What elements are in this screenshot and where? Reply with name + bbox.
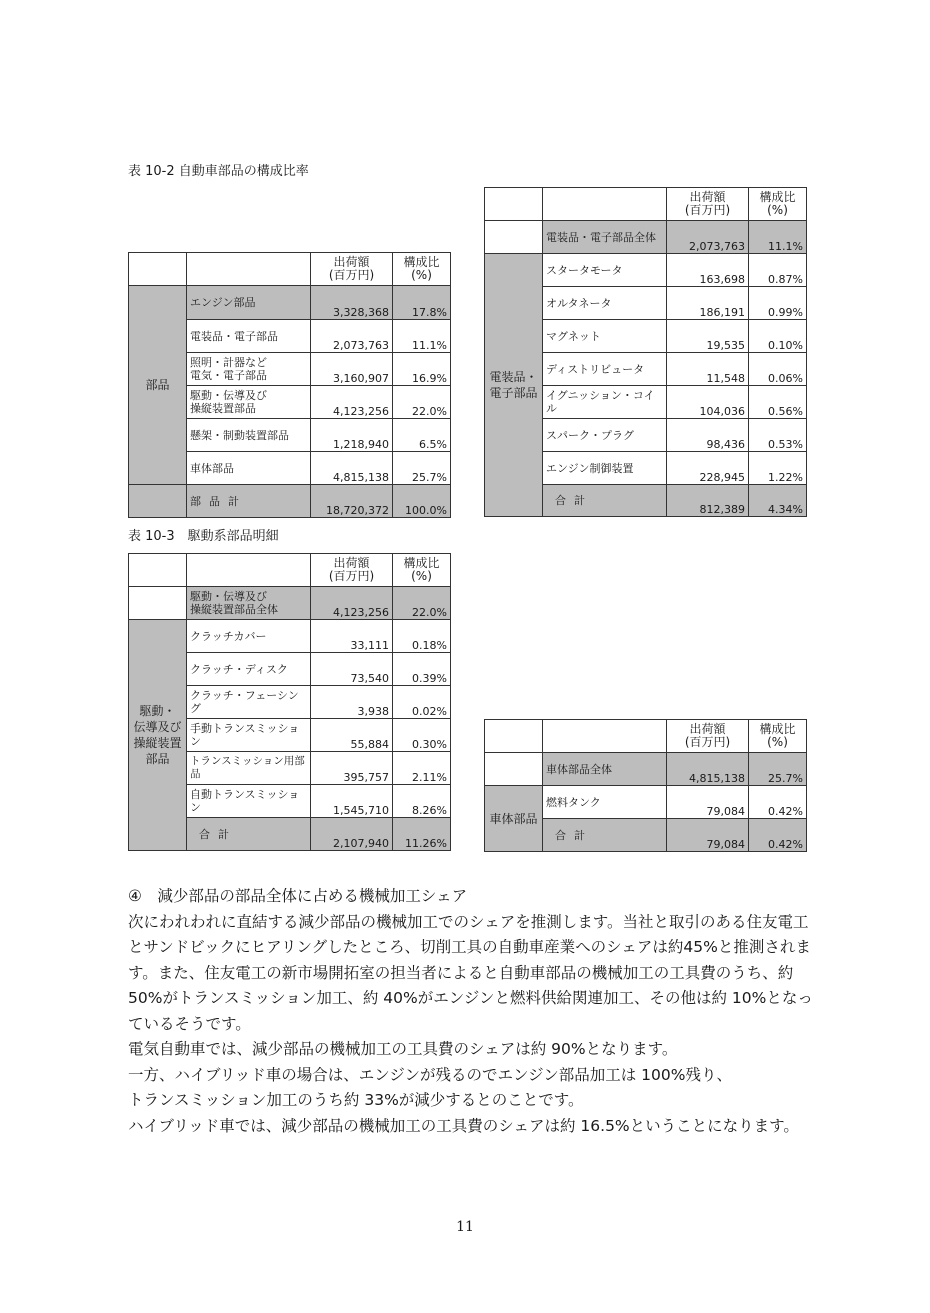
row-label: 電装品・電子部品 — [187, 320, 311, 353]
row-amount: 2,073,763 — [311, 320, 393, 353]
corner-cell — [485, 188, 543, 221]
corner-cell — [485, 720, 543, 753]
row-ratio: 6.5% — [393, 419, 451, 452]
row-ratio: 0.30% — [393, 719, 451, 752]
row-amount: 79,084 — [667, 786, 749, 819]
parts-composition-table — [128, 252, 451, 518]
row-ratio: 25.7% — [393, 452, 451, 485]
row-label: エンジン部品 — [187, 286, 311, 320]
whole-group-cell — [485, 221, 543, 254]
row-amount: 163,698 — [667, 254, 749, 287]
row-ratio: 8.26% — [393, 785, 451, 818]
row-label: 燃料タンク — [543, 786, 667, 819]
row-amount: 3,328,368 — [311, 286, 393, 320]
ratio-header: 構成比 (%) — [749, 188, 807, 221]
body-group-label: 車体部品 — [485, 786, 543, 852]
paragraph: 次にわれわれに直結する減少部品の機械加工でのシェアを推測します。当社と取引のある住友電工とサンドビックにヒアリングしたところ、切削工具の自動車産業へのシェアは約45%と推測されます。また、住友電工の新市場開拓室の担当者によると自動車部品の機械加工の工具費のうち、約 50%がトランスミッション加工、約 40%がエンジンと燃料供給関連加工、その他は約 10%となっているそうです。 — [128, 912, 813, 1033]
total-ratio: 0.42% — [749, 819, 807, 852]
whole-amount: 4,815,138 — [667, 753, 749, 786]
total-group-cell — [129, 485, 187, 518]
corner-cell — [187, 554, 311, 587]
whole-amount: 2,073,763 — [667, 221, 749, 254]
row-ratio: 22.0% — [393, 386, 451, 419]
row-ratio: 0.39% — [393, 653, 451, 686]
amount-header: 出荷額 (百万円) — [667, 188, 749, 221]
row-amount: 73,540 — [311, 653, 393, 686]
row-label: 手動トランスミッション — [187, 719, 311, 752]
row-label: 車体部品 — [187, 452, 311, 485]
row-ratio: 17.8% — [393, 286, 451, 320]
drive-parts-table — [128, 553, 451, 851]
whole-ratio: 11.1% — [749, 221, 807, 254]
row-ratio: 11.1% — [393, 320, 451, 353]
total-ratio: 100.0% — [393, 485, 451, 518]
total-ratio: 11.26% — [393, 818, 451, 851]
row-amount: 186,191 — [667, 287, 749, 320]
amount-header: 出荷額 (百万円) — [311, 554, 393, 587]
body-parts-table — [484, 719, 807, 852]
corner-cell — [543, 720, 667, 753]
row-amount: 55,884 — [311, 719, 393, 752]
row-amount: 3,160,907 — [311, 353, 393, 386]
whole-ratio: 25.7% — [749, 753, 807, 786]
total-label: 合計 — [543, 819, 667, 852]
row-ratio: 0.18% — [393, 620, 451, 653]
whole-amount: 4,123,256 — [311, 587, 393, 620]
row-ratio: 0.53% — [749, 419, 807, 452]
table-10-3-caption: 表 10-3 駆動系部品明細 — [128, 529, 279, 544]
row-label: マグネット — [543, 320, 667, 353]
row-ratio: 1.22% — [749, 452, 807, 485]
row-ratio: 16.9% — [393, 353, 451, 386]
row-label: クラッチカバー — [187, 620, 311, 653]
row-amount: 4,123,256 — [311, 386, 393, 419]
row-ratio: 0.87% — [749, 254, 807, 287]
row-label: クラッチ・フェーシング — [187, 686, 311, 719]
row-label: 駆動・伝導及び 操縦装置部品 — [187, 386, 311, 419]
total-amount: 812,389 — [667, 485, 749, 517]
row-label: スタータモータ — [543, 254, 667, 287]
row-amount: 104,036 — [667, 386, 749, 419]
row-amount: 98,436 — [667, 419, 749, 452]
whole-label: 車体部品全体 — [543, 753, 667, 786]
paragraph: 一方、ハイブリッド車の場合は、エンジンが残るのでエンジン部品加工は 100%残り、 — [128, 1065, 732, 1084]
ratio-header: 構成比 (%) — [393, 554, 451, 587]
total-amount: 18,720,372 — [311, 485, 393, 518]
row-label: ディストリビュータ — [543, 353, 667, 386]
amount-header: 出荷額 (百万円) — [667, 720, 749, 753]
row-ratio: 2.11% — [393, 752, 451, 785]
row-label: 自動トランスミッション — [187, 785, 311, 818]
ratio-header: 構成比 (%) — [393, 253, 451, 286]
paragraph: トランスミッション加工のうち約 33%が減少するとのことです。 — [128, 1091, 584, 1109]
row-amount: 3,938 — [311, 686, 393, 719]
row-amount: 33,111 — [311, 620, 393, 653]
paragraph: 電気自動車では、減少部品の機械加工の工具費のシェアは約 90%となります。 — [128, 1040, 678, 1058]
corner-cell — [129, 554, 187, 587]
page-number: 11 — [456, 1219, 474, 1235]
row-label: クラッチ・ディスク — [187, 653, 311, 686]
row-amount: 228,945 — [667, 452, 749, 485]
corner-cell — [129, 253, 187, 286]
row-amount: 11,548 — [667, 353, 749, 386]
table-10-2-caption: 表 10-2 自動車部品の構成比率 — [128, 164, 309, 179]
ratio-header: 構成比 (%) — [749, 720, 807, 753]
parts-group-label: 部品 — [129, 286, 187, 485]
electrical-parts-table — [484, 187, 807, 517]
row-label: エンジン制御装置 — [543, 452, 667, 485]
row-amount: 1,545,710 — [311, 785, 393, 818]
row-ratio: 0.56% — [749, 386, 807, 419]
paragraph: ハイブリッド車では、減少部品の機械加工の工具費のシェアは約 16.5%ということになります。 — [128, 1116, 799, 1135]
whole-ratio: 22.0% — [393, 587, 451, 620]
row-amount: 1,218,940 — [311, 419, 393, 452]
row-label: オルタネータ — [543, 287, 667, 320]
row-label: 懸架・制動装置部品 — [187, 419, 311, 452]
section-heading: ④ 減少部品の部品全体に占める機械加工シェア — [128, 887, 468, 905]
row-ratio: 0.02% — [393, 686, 451, 719]
total-label: 合計 — [543, 485, 667, 517]
amount-header: 出荷額 (百万円) — [311, 253, 393, 286]
row-label: イグニッション・コイル — [543, 386, 667, 419]
corner-cell — [187, 253, 311, 286]
row-label: トランスミッション用部品 — [187, 752, 311, 785]
whole-group-cell — [129, 587, 187, 620]
row-ratio: 0.06% — [749, 353, 807, 386]
whole-label: 電装品・電子部品全体 — [543, 221, 667, 254]
whole-label: 駆動・伝導及び 操縦装置部品全体 — [187, 587, 311, 620]
section-text — [128, 884, 818, 1139]
row-amount: 395,757 — [311, 752, 393, 785]
drive-group-label: 駆動・ 伝導及び 操縦装置 部品 — [129, 620, 187, 851]
electrical-group-label: 電装品・ 電子部品 — [485, 254, 543, 517]
total-ratio: 4.34% — [749, 485, 807, 517]
total-label: 部品計 — [187, 485, 311, 518]
total-amount: 2,107,940 — [311, 818, 393, 851]
row-label: スパーク・プラグ — [543, 419, 667, 452]
corner-cell — [543, 188, 667, 221]
total-label: 合計 — [187, 818, 311, 851]
row-ratio: 0.42% — [749, 786, 807, 819]
total-amount: 79,084 — [667, 819, 749, 852]
row-ratio: 0.99% — [749, 287, 807, 320]
row-label: 照明・計器など 電気・電子部品 — [187, 353, 311, 386]
whole-group-cell — [485, 753, 543, 786]
row-amount: 19,535 — [667, 320, 749, 353]
row-amount: 4,815,138 — [311, 452, 393, 485]
row-ratio: 0.10% — [749, 320, 807, 353]
